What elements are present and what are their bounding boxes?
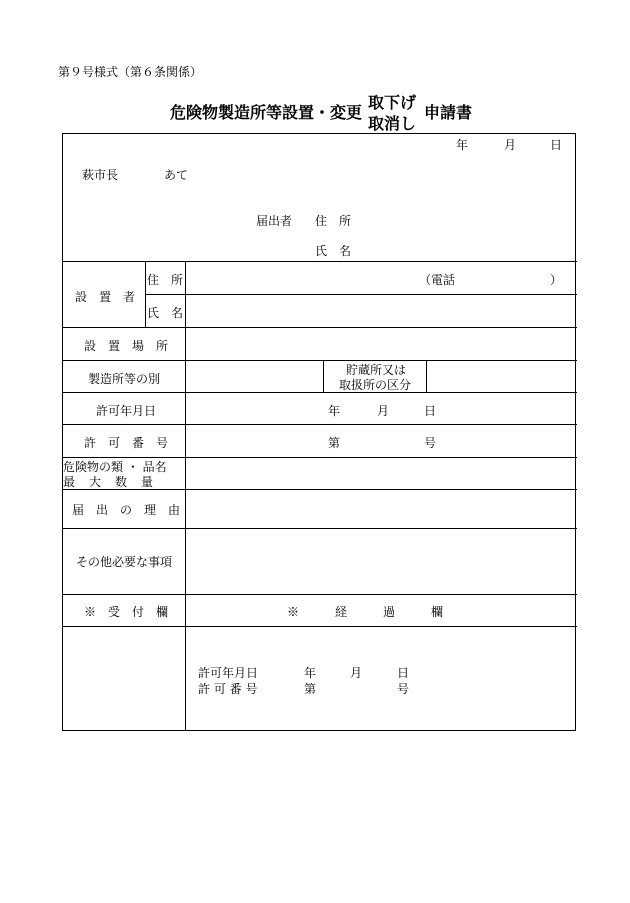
label-column-divider	[185, 261, 186, 731]
permit-number-label: 許 可 番 号	[84, 436, 169, 450]
title-option-cancel: 取消し	[368, 114, 417, 133]
row-divider	[63, 360, 577, 361]
progress-year: 年	[304, 666, 317, 680]
date-day: 日	[550, 138, 563, 152]
progress-month: 月	[350, 666, 363, 680]
form-title: 危険物製造所等設置・変更	[170, 103, 363, 122]
reception-label: ※ 受 付 欄	[84, 605, 169, 619]
filer-address-label: 住 所	[315, 214, 352, 228]
date-year: 年	[456, 138, 469, 152]
form-number: 第９号様式（第６条関係）	[58, 65, 203, 79]
progress-number-suffix: 号	[397, 682, 410, 696]
storage-label-left	[323, 360, 324, 392]
phone-open: （電話	[419, 273, 456, 287]
row-divider	[63, 528, 577, 529]
permit-number-suffix: 号	[424, 436, 437, 450]
filer-name-label: 氏 名	[315, 244, 352, 258]
progress-permit-number-label: 許 可 番 号	[198, 682, 258, 696]
permit-date-year: 年	[328, 404, 341, 418]
row-divider	[145, 294, 577, 295]
installer-name-label: 氏 名	[147, 306, 184, 320]
permit-date-day: 日	[424, 404, 437, 418]
installer-split	[145, 261, 146, 327]
installer-address-label: 住 所	[147, 273, 184, 287]
title-option-withdraw: 取下げ	[368, 93, 417, 112]
row-divider	[63, 424, 577, 425]
row-divider	[63, 626, 577, 627]
progress-day: 日	[397, 666, 410, 680]
row-divider	[63, 392, 577, 393]
storage-type-label-1: 貯蔵所又は	[346, 363, 407, 377]
row-divider	[63, 261, 577, 262]
date-month: 月	[504, 138, 517, 152]
facility-type-label: 製造所等の別	[88, 372, 161, 386]
location-label: 設 置 場 所	[84, 339, 169, 353]
filer-label: 届出者	[256, 214, 293, 228]
permit-date-month: 月	[377, 404, 390, 418]
progress-permit-date-label: 許可年月日	[198, 666, 259, 680]
addressee: 萩市長	[82, 168, 119, 182]
honorific: あて	[164, 168, 189, 182]
row-divider	[63, 327, 577, 328]
hazmat-class-label: 危険物の類 ・ 品名	[63, 460, 167, 474]
installer-label: 設 置 者	[75, 290, 136, 304]
reason-label: 届 出 の 理 由	[72, 503, 181, 517]
progress-label: ※ 経 過 欄	[287, 605, 444, 619]
title-suffix: 申請書	[424, 103, 473, 122]
application-form-table	[62, 133, 576, 731]
other-label: その他必要な事項	[76, 555, 173, 569]
permit-number-prefix: 第	[328, 436, 341, 450]
phone-close: ）	[550, 273, 563, 287]
storage-type-label-2: 取扱所の区分	[339, 378, 412, 392]
row-divider	[63, 594, 577, 595]
hazmat-quantity-label: 最 大 数 量	[63, 475, 155, 489]
progress-number-prefix: 第	[304, 682, 317, 696]
permit-date-label: 許可年月日	[96, 404, 157, 418]
storage-label-right	[426, 360, 427, 392]
